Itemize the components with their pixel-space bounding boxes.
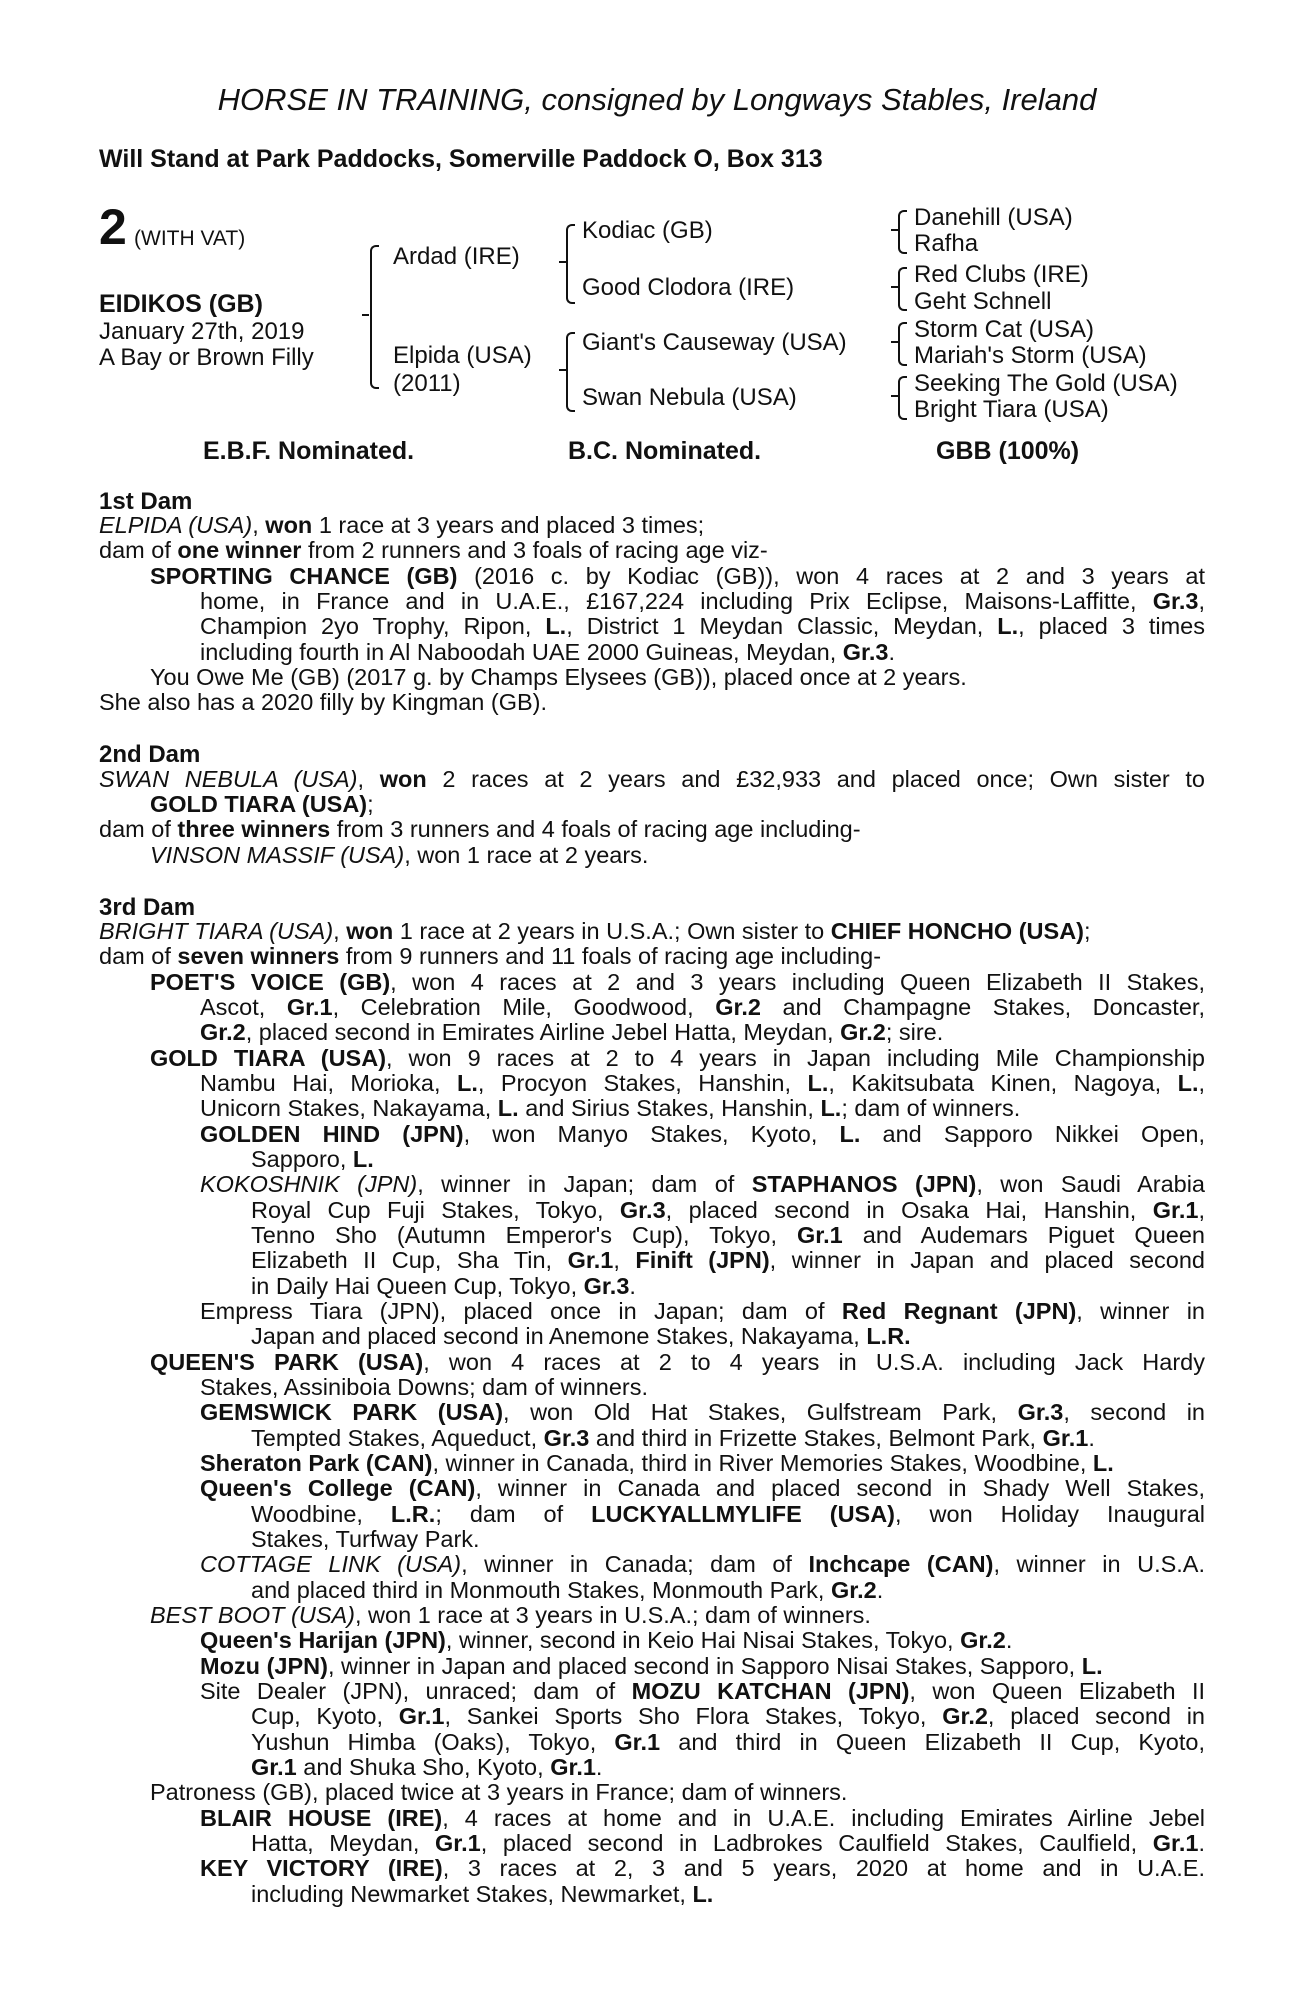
gold-tiara-line-2: Nambu Hai, Morioka, L., Procyon Stakes, Hanshin, L., Kakitsubata Kinen, Nagoya, L., bbox=[200, 1070, 1206, 1096]
queens-college-line-3: Stakes, Turfway Park. bbox=[251, 1526, 480, 1552]
foaling-date: January 27th, 2019 bbox=[99, 318, 305, 345]
third-dam-line: BRIGHT TIARA (USA), won 1 race at 2 years in U.S.A.; Own sister to CHIEF HONCHO (USA); bbox=[99, 918, 1091, 944]
horse-description: A Bay or Brown Filly bbox=[99, 344, 314, 371]
g-brace-3 bbox=[898, 322, 907, 366]
golden-hind-line-2: Sapporo, L. bbox=[251, 1146, 374, 1172]
site-dealer-line-1: Site Dealer (JPN), unraced; dam of MOZU KATCHAN (JPN), won Queen Elizabeth II bbox=[200, 1678, 1206, 1704]
ancestor-3: Red Clubs (IRE) bbox=[914, 261, 1089, 288]
gold-tiara-line-1: GOLD TIARA (USA), won 9 races at 2 to 4 years in Japan including Mile Championship bbox=[150, 1045, 1205, 1071]
stand-location: Will Stand at Park Paddocks, Somerville Paddock O, Box 313 bbox=[99, 145, 823, 173]
kokoshnik-line-2: Royal Cup Fuji Stakes, Tokyo, Gr.3, placed second in Osaka Hai, Hanshin, Gr.1, bbox=[251, 1197, 1205, 1223]
g-brace-4 bbox=[898, 376, 907, 420]
kokoshnik-line-4: Elizabeth II Cup, Sha Tin, Gr.1, Finift (JPN), winner in Japan and placed second bbox=[251, 1247, 1205, 1273]
second-dam-produce-summary: dam of three winners from 3 runners and 4 foals of racing age including- bbox=[99, 816, 861, 842]
kokoshnik-line-3: Tenno Sho (Autumn Emperor's Cup), Tokyo, Gr.1 and Audemars Piguet Queen bbox=[251, 1222, 1205, 1248]
ancestor-5: Storm Cat (USA) bbox=[914, 316, 1095, 343]
queens-park-line-2: Stakes, Assiniboia Downs; dam of winners. bbox=[200, 1374, 649, 1400]
empress-tiara-line-2: Japan and placed second in Anemone Stakes, Nakayama, L.R. bbox=[251, 1323, 911, 1349]
sire-brace-point bbox=[559, 261, 566, 263]
second-dam-sister-line: GOLD TIARA (USA); bbox=[150, 791, 374, 817]
vinson-massif-line: VINSON MASSIF (USA), won 1 race at 2 years. bbox=[150, 842, 649, 868]
kokoshnik-line-1: KOKOSHNIK (JPN), winner in Japan; dam of STAPHANOS (JPN), won Saudi Arabia bbox=[200, 1171, 1205, 1197]
blair-house-line-2: Hatta, Meydan, Gr.1, placed second in Ladbrokes Caulfield Stakes, Caulfield, Gr.1. bbox=[251, 1830, 1206, 1856]
key-victory-line-2: including Newmarket Stakes, Newmarket, L. bbox=[251, 1881, 714, 1907]
empress-tiara-line-1: Empress Tiara (JPN), placed once in Japan; dam of Red Regnant (JPN), winner in bbox=[200, 1298, 1205, 1324]
second-dam-line: SWAN NEBULA (USA), won 2 races at 2 years and £32,933 and placed once; Own sister to bbox=[99, 766, 1205, 792]
ancestor-2: Rafha bbox=[914, 230, 979, 257]
queens-college-line-2: Woodbine, L.R.; dam of LUCKYALLMYLIFE (USA), won Holiday Inaugural bbox=[251, 1501, 1205, 1527]
dam-name: Elpida (USA) bbox=[393, 342, 532, 369]
pedigree-brace-point bbox=[362, 314, 369, 316]
sire-dam: Good Clodora (IRE) bbox=[582, 274, 795, 301]
bc-nomination: B.C. Nominated. bbox=[568, 437, 762, 465]
ancestor-8: Bright Tiara (USA) bbox=[914, 396, 1109, 423]
site-dealer-line-4: Gr.1 and Shuka Sho, Kyoto, Gr.1. bbox=[251, 1754, 603, 1780]
g-brace-2 bbox=[898, 267, 907, 311]
dam-brace-point bbox=[559, 369, 566, 371]
g-brace-point-4 bbox=[891, 395, 898, 397]
dam-dam: Swan Nebula (USA) bbox=[582, 384, 797, 411]
dam-brace bbox=[566, 332, 575, 412]
pedigree-brace bbox=[370, 245, 379, 389]
sporting-chance-line-3: Champion 2yo Trophy, Ripon, L., District 1 Meydan Classic, Meydan, L., placed 3 times bbox=[200, 613, 1205, 639]
vat-note: (WITH VAT) bbox=[134, 227, 246, 250]
kokoshnik-line-5: in Daily Hai Queen Cup, Tokyo, Gr.3. bbox=[251, 1273, 636, 1299]
site-dealer-line-2: Cup, Kyoto, Gr.1, Sankei Sports Sho Flora Stakes, Tokyo, Gr.2, placed second in bbox=[251, 1703, 1205, 1729]
sire-sire: Kodiac (GB) bbox=[582, 217, 713, 244]
gemswick-park-line-2: Tempted Stakes, Aqueduct, Gr.3 and third in Frizette Stakes, Belmont Park, Gr.1. bbox=[251, 1425, 1095, 1451]
dam-2020-foal: She also has a 2020 filly by Kingman (GB). bbox=[99, 689, 548, 715]
patroness-line: Patroness (GB), placed twice at 3 years in France; dam of winners. bbox=[150, 1779, 848, 1805]
sporting-chance-line-1: SPORTING CHANCE (GB) (2016 c. by Kodiac (GB)), won 4 races at 2 and 3 years at bbox=[150, 563, 1205, 589]
blair-house-line-1: BLAIR HOUSE (IRE), 4 races at home and in U.A.E. including Emirates Airline Jebel bbox=[200, 1805, 1206, 1831]
cottage-link-line-1: COTTAGE LINK (USA), winner in Canada; dam of Inchcape (CAN), winner in U.S.A. bbox=[200, 1551, 1206, 1577]
g-brace-point-1 bbox=[891, 229, 898, 231]
g-brace-point-2 bbox=[891, 286, 898, 288]
second-dam-heading: 2nd Dam bbox=[99, 741, 201, 768]
site-dealer-line-3: Yushun Himba (Oaks), Tokyo, Gr.1 and third in Queen Elizabeth II Cup, Kyoto, bbox=[251, 1729, 1205, 1755]
ancestor-1: Danehill (USA) bbox=[914, 204, 1073, 231]
key-victory-line-1: KEY VICTORY (IRE), 3 races at 2, 3 and 5 years, 2020 at home and in U.A.E. bbox=[200, 1855, 1205, 1881]
first-dam-heading: 1st Dam bbox=[99, 488, 193, 515]
gemswick-park-line-1: GEMSWICK PARK (USA), won Old Hat Stakes, Gulfstream Park, Gr.3, second in bbox=[200, 1399, 1205, 1425]
g-brace-point-3 bbox=[891, 341, 898, 343]
gbb-rating: GBB (100%) bbox=[936, 437, 1080, 465]
ancestor-6: Mariah's Storm (USA) bbox=[914, 342, 1147, 369]
lot-number: 2 bbox=[99, 199, 127, 255]
sheraton-park-line: Sheraton Park (CAN), winner in Canada, third in River Memories Stakes, Woodbine, L. bbox=[200, 1450, 1114, 1476]
dam-sire: Giant's Causeway (USA) bbox=[582, 329, 847, 356]
queens-park-line-1: QUEEN'S PARK (USA), won 4 races at 2 to 4 years in U.S.A. including Jack Hardy bbox=[150, 1349, 1205, 1375]
page-title: HORSE IN TRAINING, consigned by Longways Stables, Ireland bbox=[217, 82, 1097, 117]
dam-year: (2011) bbox=[393, 370, 461, 397]
third-dam-produce-summary: dam of seven winners from 9 runners and 11 foals of racing age including- bbox=[99, 943, 882, 969]
sire-brace bbox=[566, 224, 575, 304]
cottage-link-line-2: and placed third in Monmouth Stakes, Monmouth Park, Gr.2. bbox=[251, 1577, 884, 1603]
poets-voice-line-2: Ascot, Gr.1, Celebration Mile, Goodwood, Gr.2 and Champagne Stakes, Doncaster, bbox=[200, 994, 1205, 1020]
third-dam-heading: 3rd Dam bbox=[99, 894, 196, 921]
sire-name: Ardad (IRE) bbox=[393, 243, 520, 270]
poets-voice-line-3: Gr.2, placed second in Emirates Airline Jebel Hatta, Meydan, Gr.2; sire. bbox=[200, 1019, 944, 1045]
first-dam-line: ELPIDA (USA), won 1 race at 3 years and placed 3 times; bbox=[99, 512, 705, 538]
first-dam-produce-summary: dam of one winner from 2 runners and 3 foals of racing age viz- bbox=[99, 537, 768, 563]
sporting-chance-line-2: home, in France and in U.A.E., £167,224 including Prix Eclipse, Maisons-Laffitte, Gr.3, bbox=[200, 588, 1205, 614]
you-owe-me-line: You Owe Me (GB) (2017 g. by Champs Elysees (GB)), placed once at 2 years. bbox=[150, 664, 967, 690]
poets-voice-line-1: POET'S VOICE (GB), won 4 races at 2 and 3 years including Queen Elizabeth II Stakes, bbox=[150, 969, 1205, 995]
ancestor-7: Seeking The Gold (USA) bbox=[914, 370, 1178, 397]
queens-harijan-line: Queen's Harijan (JPN), winner, second in Keio Hai Nisai Stakes, Tokyo, Gr.2. bbox=[200, 1627, 1013, 1653]
ancestor-4: Geht Schnell bbox=[914, 288, 1052, 315]
best-boot-line: BEST BOOT (USA), won 1 race at 3 years in U.S.A.; dam of winners. bbox=[150, 1602, 871, 1628]
g-brace-1 bbox=[898, 210, 907, 254]
queens-college-line-1: Queen's College (CAN), winner in Canada and placed second in Shady Well Stakes, bbox=[200, 1475, 1205, 1501]
sporting-chance-line-4: including fourth in Al Naboodah UAE 2000 Guineas, Meydan, Gr.3. bbox=[200, 639, 896, 665]
gold-tiara-line-3: Unicorn Stakes, Nakayama, L. and Sirius Stakes, Hanshin, L.; dam of winners. bbox=[200, 1095, 1021, 1121]
golden-hind-line-1: GOLDEN HIND (JPN), won Manyo Stakes, Kyoto, L. and Sapporo Nikkei Open, bbox=[200, 1121, 1205, 1147]
mozu-line: Mozu (JPN), winner in Japan and placed second in Sapporo Nisai Stakes, Sapporo, L. bbox=[200, 1653, 1103, 1679]
horse-name: EIDIKOS (GB) bbox=[99, 290, 263, 318]
ebf-nomination: E.B.F. Nominated. bbox=[203, 437, 415, 465]
